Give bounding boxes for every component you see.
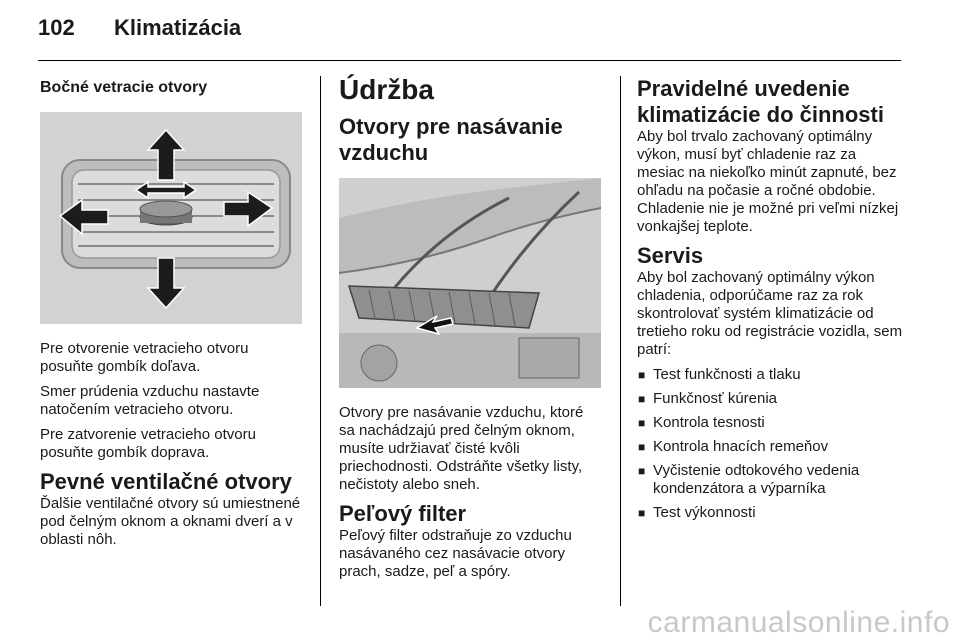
column-2 [339, 70, 603, 588]
side-vents-heading: Bočné vetracie otvory [40, 79, 208, 96]
fixed-vents-text: Ďalšie ventilačné otvory sú umiestnené pod čelným oknom a oknami dverí a v oblasti nôh. [40, 495, 301, 548]
vent-direction-text: Smer prúdenia vzduchu nastavte natočením vetracieho otvoru. [40, 383, 260, 418]
air-intake-text: Otvory pre nasávanie vzduchu, ktoré sa nachádzajú pred čelným oknom, musíte udržiavať čisté kvôli priechodnosti. Odstráňte všetky listy, nečistoty alebo sneh. [339, 404, 584, 493]
header-rule [38, 60, 901, 61]
page-title: Klimatizácia [114, 15, 242, 40]
bullet-icon: ■ [638, 416, 646, 430]
air-intake-illustration [339, 178, 601, 388]
regular-operation-heading: Pravidelné uvedenie klimatizácie do činnosti [637, 76, 884, 127]
bullet-icon: ■ [638, 440, 646, 454]
page-number: 102 [38, 15, 75, 40]
pollen-filter-text: Peľový filter odstraňuje zo vzduchu nasávaného cez nasávacie otvory prach, sadze, peľ a spóry. [339, 527, 572, 580]
list-item: ■ Test funkčnosti a tlaku [638, 366, 801, 383]
bullet-icon: ■ [638, 368, 646, 382]
column-1 [40, 70, 302, 556]
service-heading: Servis [637, 243, 704, 268]
list-item: ■ Vyčistenie odtokového vedenia kondenzátora a výparníka [638, 462, 860, 497]
watermark: carmanualsonline.info [647, 606, 950, 639]
side-vent-illustration [40, 112, 302, 324]
bullet-icon: ■ [638, 506, 646, 520]
fixed-vents-heading: Pevné ventilačné otvory [40, 469, 292, 494]
column-3 [637, 70, 907, 528]
list-item: ■ Kontrola hnacích remeňov [638, 438, 829, 455]
column-divider-2 [620, 76, 621, 606]
list-item: ■ Kontrola tesnosti [638, 414, 765, 431]
air-intake-figure [339, 178, 601, 388]
maintenance-heading: Údržba [339, 74, 434, 105]
service-text: Aby bol zachovaný optimálny výkon chladenia, odporúčame raz za rok skontrolovať systém klimatizácie od tretieho roku od registrácie vozidla, sem patrí: [637, 269, 903, 358]
regular-operation-text: Aby bol trvalo zachovaný optimálny výkon, musí byť chladenie raz za mesiac na niekoľko minút zapnuté, bez ohľadu na počasie a ročné obdobie. Chladenie nie je možné pri veľmi nízkej vonkajšej teplote. [637, 128, 899, 235]
pollen-filter-heading: Peľový filter [339, 501, 467, 526]
column-divider-1 [320, 76, 321, 606]
service-checklist [637, 366, 907, 522]
list-item: ■ Test výkonnosti [638, 504, 756, 521]
side-vent-figure [40, 112, 302, 324]
bullet-icon: ■ [638, 392, 646, 406]
vent-close-text: Pre zatvorenie vetracieho otvoru posuňte gombík doprava. [40, 426, 256, 461]
page-header [38, 15, 922, 55]
air-intake-heading: Otvory pre nasávanie vzduchu [339, 114, 563, 165]
bullet-icon: ■ [638, 464, 646, 478]
vent-open-text: Pre otvorenie vetracieho otvoru posuňte gombík doľava. [40, 340, 249, 375]
list-item: ■ Funkčnosť kúrenia [638, 390, 778, 407]
